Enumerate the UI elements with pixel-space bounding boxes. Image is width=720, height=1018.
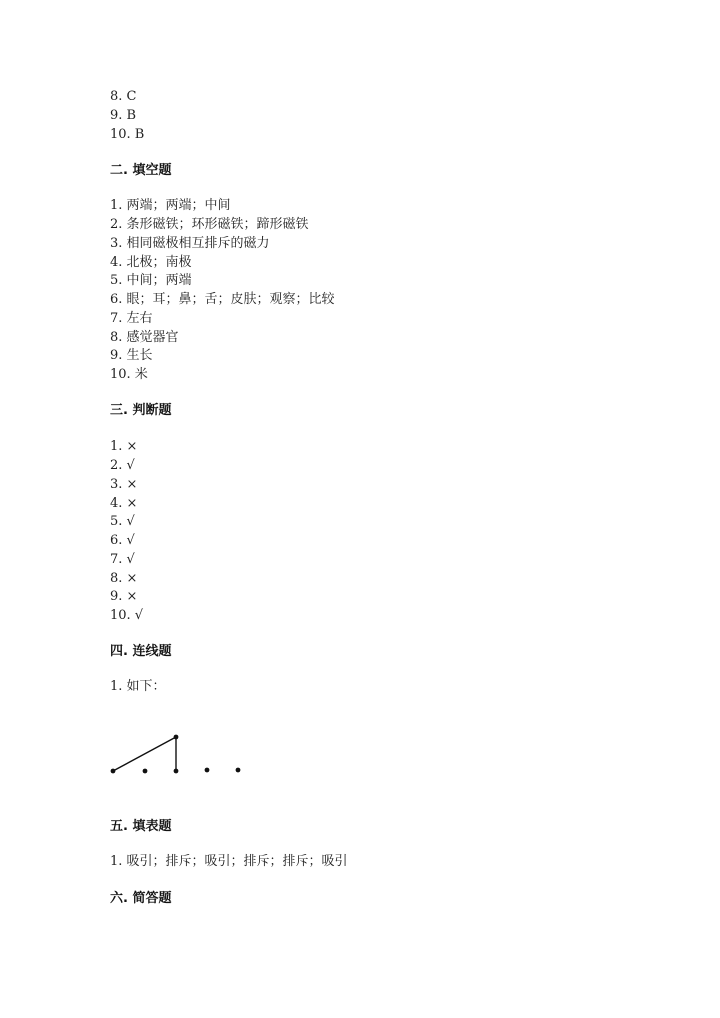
fill-blank-answer-2: 2. 条形磁铁；环形磁铁；蹄形磁铁 — [110, 217, 309, 232]
top-point — [174, 735, 179, 740]
fill-blank-answer-4: 4. 北极；南极 — [110, 255, 192, 270]
true-false-answer-9: 9. × — [110, 589, 138, 604]
matching-answer-1: 1. 如下： — [110, 679, 166, 694]
true-false-answer-5: 5. √ — [110, 514, 135, 529]
section-title-true-false: 三. 判断题 — [110, 403, 172, 418]
connecting-line-diagonal — [113, 737, 176, 771]
choice-answer-10: 10. B — [110, 127, 145, 142]
section-title-matching: 四. 连线题 — [110, 644, 172, 659]
true-false-answer-1: 1. × — [110, 439, 138, 454]
fill-blank-answer-10: 10. 米 — [110, 367, 148, 382]
fill-blank-answer-9: 9. 生长 — [110, 348, 153, 363]
choice-answer-9: 9. B — [110, 108, 137, 123]
bottom-point-5 — [236, 768, 241, 773]
true-false-answer-3: 3. × — [110, 477, 138, 492]
bottom-point-2 — [143, 769, 148, 774]
fill-blank-answer-3: 3. 相同磁极相互排斥的磁力 — [110, 236, 270, 251]
fill-blank-answer-8: 8. 感觉器官 — [110, 330, 179, 345]
matching-line-figure — [100, 725, 260, 785]
bottom-point-1 — [111, 769, 116, 774]
section-title-table-fill: 五. 填表题 — [110, 819, 172, 834]
fill-blank-answer-6: 6. 眼；耳；鼻；舌；皮肤；观察；比较 — [110, 292, 335, 307]
bottom-point-4 — [205, 768, 210, 773]
fill-blank-answer-7: 7. 左右 — [110, 311, 153, 326]
true-false-answer-10: 10. √ — [110, 608, 144, 623]
true-false-answer-8: 8. × — [110, 571, 138, 586]
table-fill-answer-1: 1. 吸引；排斥；吸引；排斥；排斥；吸引 — [110, 854, 348, 869]
section-title-fill-blank: 二. 填空题 — [110, 163, 172, 178]
true-false-answer-2: 2. √ — [110, 458, 135, 473]
true-false-answer-7: 7. √ — [110, 552, 135, 567]
bottom-point-3 — [174, 769, 179, 774]
true-false-answer-6: 6. √ — [110, 533, 135, 548]
section-title-short-answer: 六. 简答题 — [110, 891, 172, 906]
true-false-answer-4: 4. × — [110, 496, 138, 511]
fill-blank-answer-5: 5. 中间；两端 — [110, 273, 192, 288]
choice-answer-8: 8. C — [110, 89, 137, 104]
fill-blank-answer-1: 1. 两端；两端；中间 — [110, 198, 231, 213]
